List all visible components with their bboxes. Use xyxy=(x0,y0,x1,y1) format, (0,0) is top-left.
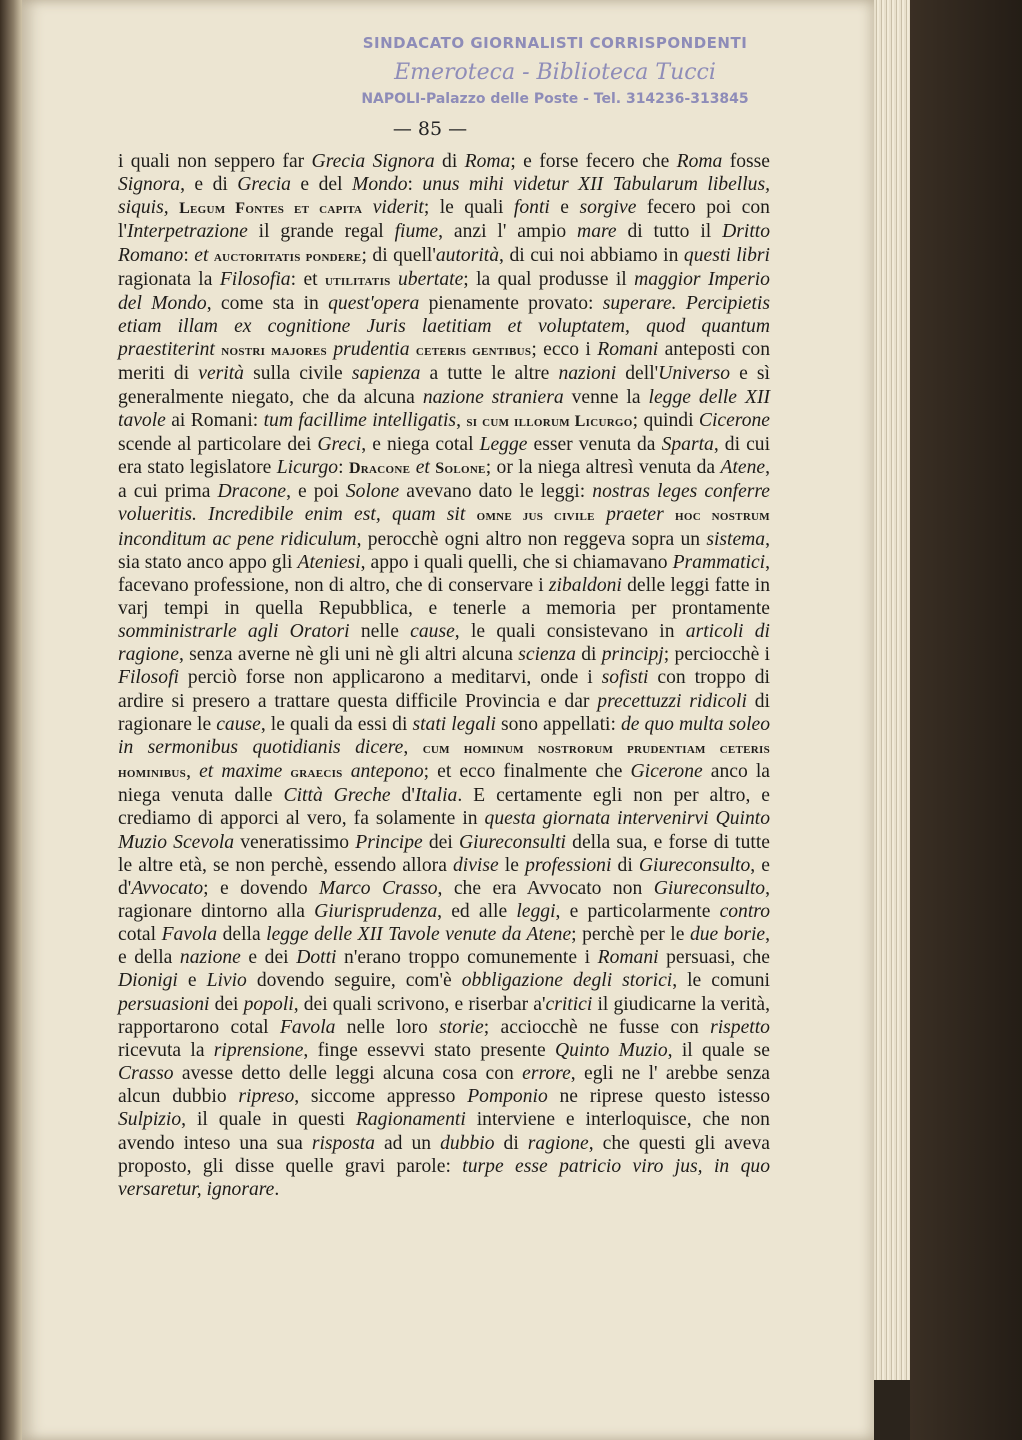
page-block-edges xyxy=(874,0,910,1440)
page-block-shadow xyxy=(874,1380,910,1440)
stamp-line-3: NAPOLI-Palazzo delle Poste - Tel. 314236-313845 xyxy=(361,91,749,107)
stamp-line-1: SINDACATO GIORNALISTI CORRISPONDENTI xyxy=(362,34,748,52)
body-text: i quali non seppero far Grecia Signora di Roma; e forse fecero che Roma fosse Signora, e di Grecia e del Mondo: unus mihi videtur XII Tabularum libellus, siquis, Legum Fontes et capita viderit; le quali fonti e sorgive fecero poi con l'Interpetrazione il grande regal fiume, anzi l' ampio mare di tutto il Dritto Romano: et auctoritatis pondere; di quell'autorità, di cui noi abbiamo in questi libri ragionata la Filosofia: et utilitatis ubertate; la qual produsse il maggior Imperio del Mondo, come sta in quest'opera pienamente provato: superare. Percipietis etiam illam ex cognitione Juris laetitiam et voluptatem, quod quantum praestiterint nostri majores prudentia ceteris gentibus; ecco i Romani anteposti con meriti di verità sulla civile sapienza a tutte le altre nazioni dell'Universo e sì generalmente niegato, che da alcuna nazione straniera venne la legge delle XII tavole ai Romani: tum facillime intelligatis, si cum illorum Licurgo; quindi Cicerone scende al particolare dei Greci, e niega cotal Legge esser venuta da Sparta, di cui era stato legislatore Licurgo: Dracone et Solone; or la niega altresì venuta da Atene, a cui prima Dracone, e poi Solone avevano dato le leggi: nostras leges conferre volueritis. Incredibile enim est, quam sit omne jus civile praeter hoc nostrum inconditum ac pene ridiculum, perocchè ogni altro non reggeva sopra un sistema, sia stato anco appo gli Ateniesi, appo i quali quelli, che si chiamavano Prammatici, facevano professione, non di altro, che di conservare i zibaldoni delle leggi fatte in varj tempi in quella Repubblica, e tenerle a memoria per prontamente somministrarle agli Oratori nelle cause, le quali consistevano in articoli di ragione, senza averne nè gli uni nè gli altri alcuna scienza di principj; perciocchè i Filosofi perciò forse non applicarono a meditarvi, onde i sofisti con troppo di ardire si presero a trattare questa difficile Provincia e dar precettuzzi ridicoli di ragionare le cause, le quali da essi di stati legali sono appellati: de quo multa soleo in sermonibus quotidianis dicere, cum hominum nostrorum prudentiam ceteris hominibus, et maxime graecis antepono; et ecco finalmente che Gicerone anco la niega venuta dalle Città Greche d'Italia. E certamente egli non per altro, e crediamo di apporci al vero, fa solamente in questa giornata intervenirvi Quinto Muzio Scevola veneratissimo Principe dei Giureconsulti della sua, e forse di tutte le altre età, se non perchè, essendo allora divise le professioni di Giureconsulto, e d'Avvocato; e dovendo Marco Crasso, che era Avvocato non Giureconsulto, ragionare dintorno alla Giurisprudenza, ed alle leggi, e particolarmente contro cotal Favola della legge delle XII Tavole venute da Atene; perchè per le due borie, e della nazione e dei Dotti n'erano troppo comunemente i Romani persuasi, che Dionigi e Livio dovendo seguire, com'è obbligazione degli storici, le comuni persuasioni dei popoli, dei quali scrivono, e riserbar a'critici il giudicarne la verità, rapportarono cotal Favola nelle loro storie; acciocchè ne fusse con rispetto ricevuta la riprensione, finge essevvi stato presente Quinto Muzio, il quale se Crasso avesse detto delle leggi alcuna cosa con errore, egli ne l' arebbe senza alcun dubbio ripreso, siccome appresso Pomponio ne riprese questo istesso Sulpizio, il quale in questi Ragionamenti interviene e interloquisce, che non avendo inteso una sua risposta ad un dubbio di ragione, che questi gli aveva proposto, gli disse quelle gravi parole: turpe esse patricio viro jus, in quo versaretur, ignorare. xyxy=(118,151,771,1200)
stamp-line-2: Emeroteca - Biblioteca Tucci xyxy=(394,60,716,85)
page-number: — 85 — xyxy=(392,118,468,140)
facing-page-edge xyxy=(0,0,22,1440)
library-stamp xyxy=(340,34,770,107)
book-cover xyxy=(910,0,1022,1440)
